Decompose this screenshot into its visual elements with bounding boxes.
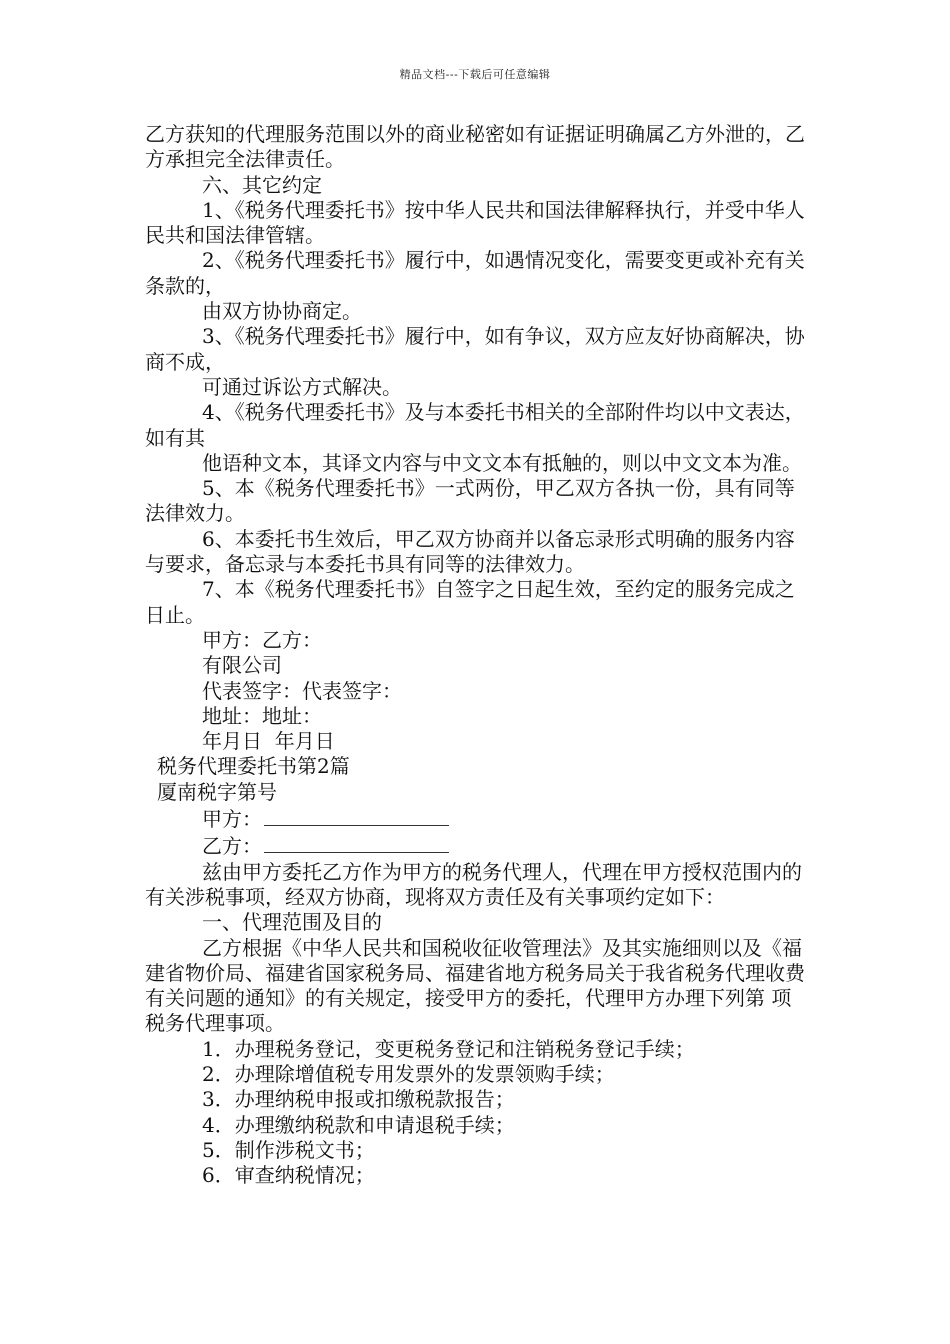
list-item: 1．办理税务登记，变更税务登记和注销税务登记手续； [202,1036,695,1061]
document-number: 厦南税字第号 [157,779,277,804]
section-heading: 一、代理范围及目的 [202,910,382,935]
paragraph: 5、本《税务代理委托书》一式两份，甲乙双方各执一份，具有同等法律效力。 [145,476,795,526]
list-item: 6．审查纳税情况； [202,1163,375,1188]
paragraph: 可通过诉讼方式解决。 [202,374,402,399]
list-item: 2．办理除增值税专用发票外的发票领购手续； [202,1061,615,1086]
paragraph: 由双方协协商定。 [202,299,362,324]
signature-line: 地址：地址： [202,703,322,728]
page-header: 精品文档---下载后可任意编辑 [399,68,551,81]
party-b-blank [264,832,449,853]
party-b-label: 乙方： [202,834,262,859]
list-item: 4．办理缴纳税款和申请退税手续； [202,1112,515,1137]
paragraph: 他语种文本，其译文内容与中文文本有抵触的，则以中文文本为准。 [202,450,802,475]
paragraph: 1、《税务代理委托书》按中华人民共和国法律解释执行，并受中华人民共和国法律管辖。 [145,197,805,248]
paragraph: 4、《税务代理委托书》及与本委托书相关的全部附件均以中文表达，如有其 [145,400,805,450]
party-a-label: 甲方： [202,807,262,832]
list-item: 5．制作涉税文书； [202,1137,375,1162]
party-a-line [145,805,810,832]
party-a-blank [264,805,449,826]
paragraph: 6、本委托书生效后，甲乙双方协商并以备忘录形式明确的服务内容与要求，备忘录与本委托书具有同等的法律效力。 [145,526,795,577]
paragraph: 3、《税务代理委托书》履行中，如有争议，双方应友好协商解决，协商不成， [145,324,805,374]
paragraph: 2、《税务代理委托书》履行中，如遇情况变化，需要变更或补充有关条款的， [145,248,805,298]
signature-line: 甲方：乙方： [202,627,322,652]
signature-line: 代表签字：代表签字： [202,678,402,703]
list-item: 3．办理纳税申报或扣缴税款报告； [202,1087,515,1112]
signature-line: 年月日 年月日 [202,729,335,754]
paragraph: 乙方根据《中华人民共和国税收征收管理法》及其实施细则以及《福建省物价局、福建省国家税务局、福建省地方税务局关于我省税务代理收费有关问题的通知》的有关规定，接受甲方的委托，代理甲方办理下列第 项税务代理事项。 [145,935,805,1036]
signature-line: 有限公司 [202,653,282,678]
paragraph: 兹由甲方委托乙方作为甲方的税务代理人，代理在甲方授权范围内的有关涉税事项，经双方协商，现将双方责任及有关事项约定如下： [145,859,802,909]
document-title: 税务代理委托书第2篇 [157,754,350,779]
section-heading: 六、其它约定 [202,172,322,197]
paragraph: 乙方获知的代理服务范围以外的商业秘密如有证据证明确属乙方外泄的，乙方承担完全法律责任。 [145,122,805,172]
document-body [145,122,810,1188]
paragraph: 7、本《税务代理委托书》自签字之日起生效，至约定的服务完成之日止。 [145,577,795,627]
party-b-line [145,832,810,859]
